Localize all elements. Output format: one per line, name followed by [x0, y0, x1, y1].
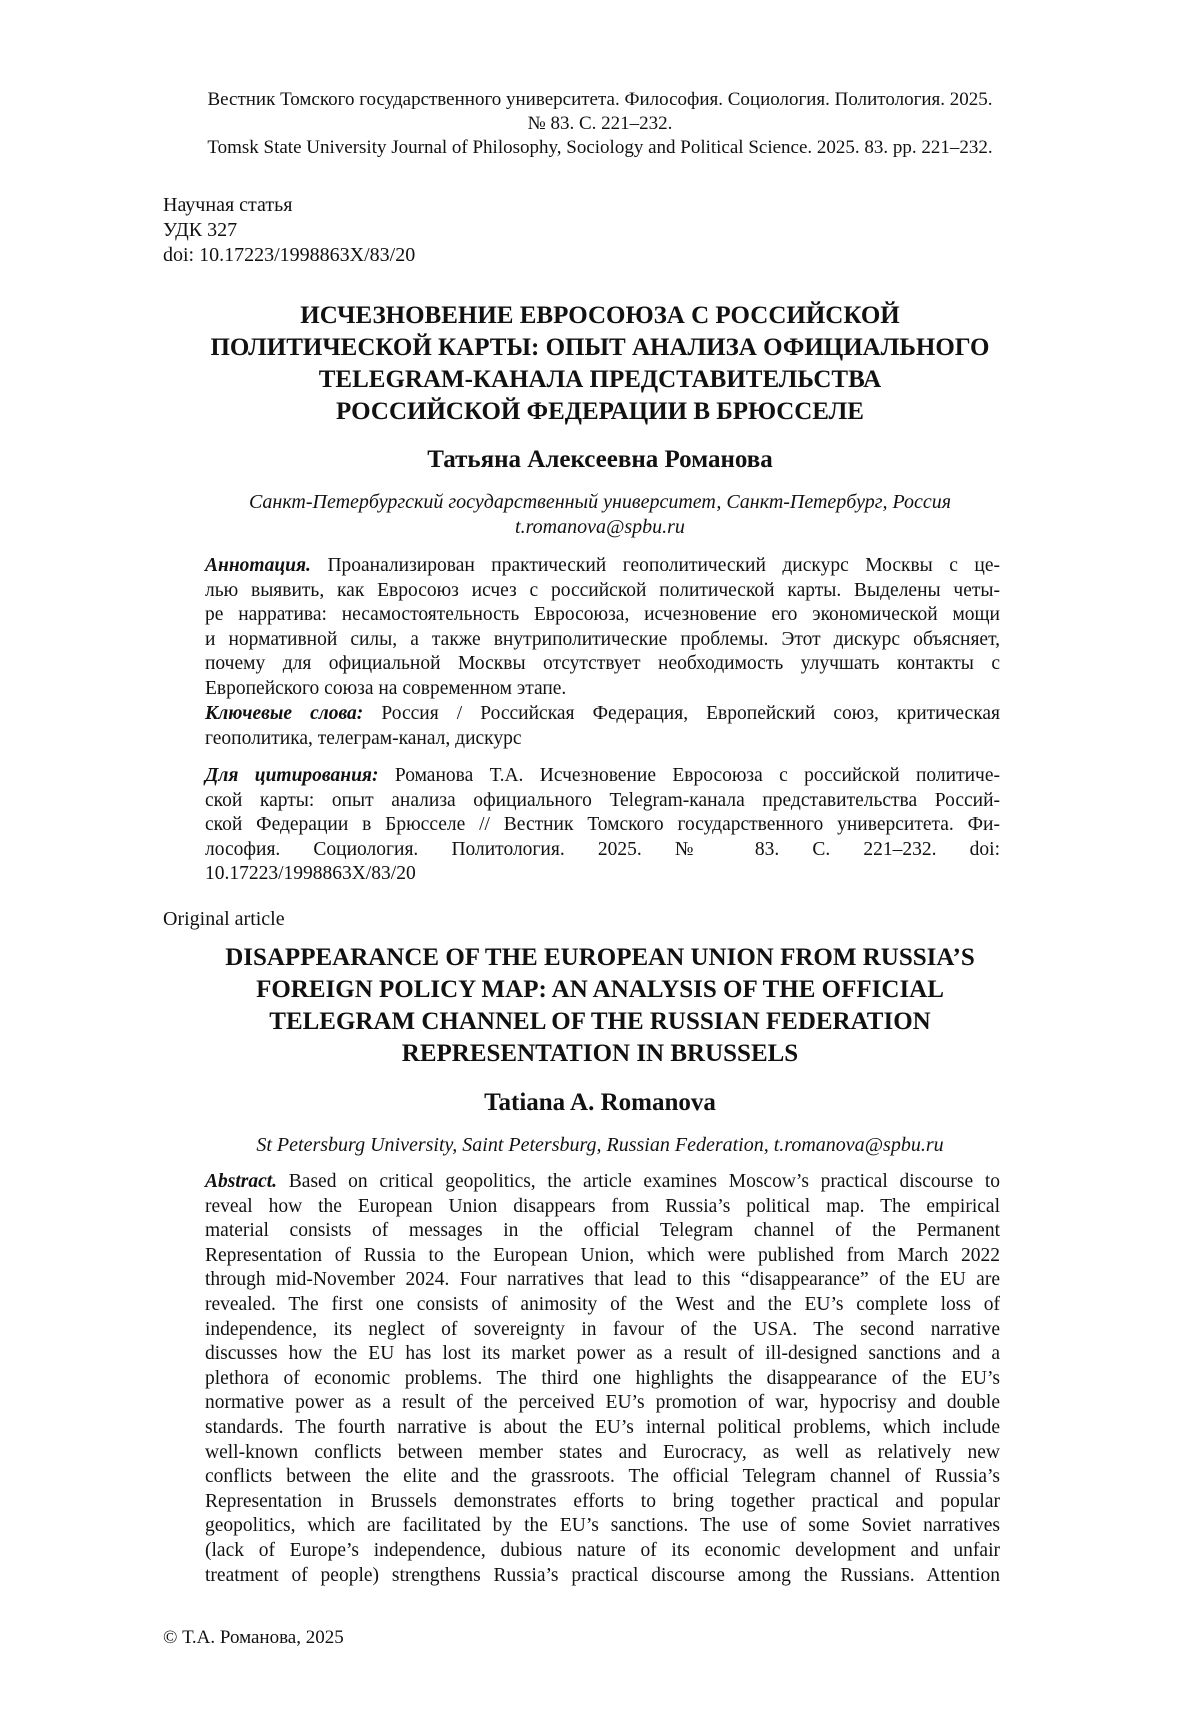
author-ru: Татьяна Алексеевна Романова: [427, 446, 773, 473]
citation-line: ской карты: опыт анализа официального Telegram-канала представительства Россий-: [205, 789, 1000, 811]
citation-line: [205, 764, 1000, 789]
author-en: Tatiana A. Romanova: [484, 1089, 716, 1116]
abstract-line: discusses how the EU has lost its market power as a result of ill-designed sanctions and a: [205, 1343, 1000, 1365]
doi: doi: 10.17223/1998863X/83/20: [163, 244, 416, 266]
abstract-line: revealed. The first one consists of animosity of the West and the EU’s complete loss of: [205, 1293, 1000, 1315]
citation-label: Для цитирования:: [205, 765, 379, 786]
email-link[interactable]: t.romanova@spbu.ru: [515, 516, 685, 538]
citation-line: лософия. Социология. Политология. 2025. № 83. С. 221–232. doi:: [205, 838, 1000, 860]
title-line: ПОЛИТИЧЕСКОЙ КАРТЫ: ОПЫТ АНАЛИЗА ОФИЦИАЛЬНОГО: [210, 334, 990, 361]
affiliation-text: Санкт-Петербургский государственный университет, Санкт-Петербург, Россия: [248, 491, 952, 513]
affiliation-text: St Petersburg University, Saint Petersburg, Russian Federation, t.romanova@spbu.ru: [256, 1134, 944, 1156]
keywords-line: [205, 702, 1000, 727]
affiliation-ru: [150, 490, 1050, 540]
title-line: REPRESENTATION IN BRUSSELS: [401, 1040, 799, 1067]
copyright: © Т.А. Романова, 2025: [163, 1627, 344, 1648]
keywords-ru: [205, 702, 1000, 751]
journal-header: [150, 88, 1050, 160]
journal-header-line: № 83. С. 221–232.: [527, 113, 673, 134]
annotation-line: ре нарратива: несамостоятельность Евросоюза, исчезновение его экономической мощи: [205, 604, 1000, 626]
abstract-line: conflicts between the elite and the grassroots. The official Telegram channel of Russia’s: [205, 1466, 1000, 1488]
title-en: [150, 942, 1050, 1070]
title-line: DISAPPEARANCE OF THE EUROPEAN UNION FROM RUSSIA’S: [225, 944, 975, 971]
abstract-line: Representation of Russia to the European Union, which were published from March 2022: [205, 1244, 1000, 1266]
title-line: РОССИЙСКОЙ ФЕДЕРАЦИИ В БРЮССЕЛЕ: [336, 398, 864, 425]
keywords-text: Россия / Российская Федерация, Европейский союз, критическая: [381, 703, 1001, 724]
annotation-text: Проанализирован практический геополитический дискурс Москвы с це-: [327, 555, 1000, 576]
abstract-line: independence, its neglect of sovereignty in favour of the USA. The second narrative: [205, 1318, 1000, 1340]
annotation-label: Аннотация.: [205, 555, 311, 576]
abstract-line: treatment of people) strengthens Russia’s practical discourse among the Russians. Attention: [205, 1564, 1000, 1586]
annotation-line: почему для официальной Москвы отсутствует необходимость улучшать контакты с: [205, 653, 1000, 675]
udc-code: УДК 327: [163, 219, 238, 241]
abstract-line: material consists of messages in the official Telegram channel of the Permanent: [205, 1220, 1000, 1242]
article-meta: [163, 193, 415, 268]
abstract-line: standards. The fourth narrative is about the EU’s internal political problems, which include: [205, 1416, 1000, 1438]
keywords-label: Ключевые слова:: [205, 703, 364, 724]
title-line: ИСЧЕЗНОВЕНИЕ ЕВРОСОЮЗА С РОССИЙСКОЙ: [300, 302, 900, 329]
keywords-line: геополитика, телеграм-канал, дискурс: [205, 727, 522, 749]
title-line: FOREIGN POLICY MAP: AN ANALYSIS OF THE OFFICIAL: [256, 976, 944, 1003]
title-ru: [150, 300, 1050, 428]
article-type-en: Original article: [163, 908, 285, 930]
affiliation-en: [150, 1133, 1050, 1158]
abstract-text: Based on critical geopolitics, the article examines Moscow’s practical discourse to: [288, 1171, 1001, 1192]
article-type: Научная статья: [163, 194, 293, 216]
abstract-label: Abstract.: [205, 1171, 278, 1192]
annotation-line: [205, 554, 1000, 579]
abstract-line: (lack of Europe’s independence, dubious nature of its economic development and unfair: [205, 1539, 1000, 1561]
citation-line: ской Федерации в Брюсселе // Вестник Томского государственного университета. Фи-: [205, 814, 1000, 836]
abstract-line: Representation in Brussels demonstrates efforts to bring together practical and popular: [205, 1490, 1000, 1512]
annotation-line: и нормативной силы, а также внутриполитические проблемы. Этот дискурс объясняет,: [205, 628, 1000, 650]
title-line: TELEGRAM CHANNEL OF THE RUSSIAN FEDERATION: [269, 1008, 931, 1035]
annotation-line: лью выявить, как Евросоюз исчез с российской политической карты. Выделены четы-: [205, 579, 1000, 601]
journal-header-line: Вестник Томского государственного университета. Философия. Социология. Политология. 2025.: [207, 89, 993, 110]
abstract-line: well-known conflicts between member states and Eurocracy, as well as relatively new: [205, 1441, 1000, 1463]
citation-text: Романова Т.А. Исчезновение Евросоюза с российской политиче-: [394, 765, 1001, 786]
annotation-ru: [205, 554, 1000, 702]
abstract-line: plethora of economic problems. The third one highlights the disappearance of the EU’s: [205, 1367, 1000, 1389]
journal-header-line: Tomsk State University Journal of Philosophy, Sociology and Political Science. 2025. 83. pp. 221–232.: [207, 137, 993, 158]
annotation-line: Европейского союза на современном этапе.: [205, 677, 567, 699]
abstract-line: geopolitics, which are facilitated by the EU’s sanctions. The use of some Soviet narratives: [205, 1515, 1000, 1537]
abstract-line: [205, 1170, 1000, 1195]
citation-ru: [205, 764, 1000, 887]
abstract-line: through mid-November 2024. Four narratives that lead to this “disappearance” of the EU are: [205, 1269, 1000, 1291]
title-line: TELEGRAM-КАНАЛА ПРЕДСТАВИТЕЛЬСТВА: [318, 366, 882, 393]
abstract-en: [205, 1170, 1000, 1588]
abstract-line: normative power as a result of the perceived EU’s promotion of war, hypocrisy and double: [205, 1392, 1000, 1414]
abstract-line: reveal how the European Union disappears from Russia’s political map. The empirical: [205, 1195, 1000, 1217]
citation-line: 10.17223/1998863X/83/20: [205, 863, 416, 885]
